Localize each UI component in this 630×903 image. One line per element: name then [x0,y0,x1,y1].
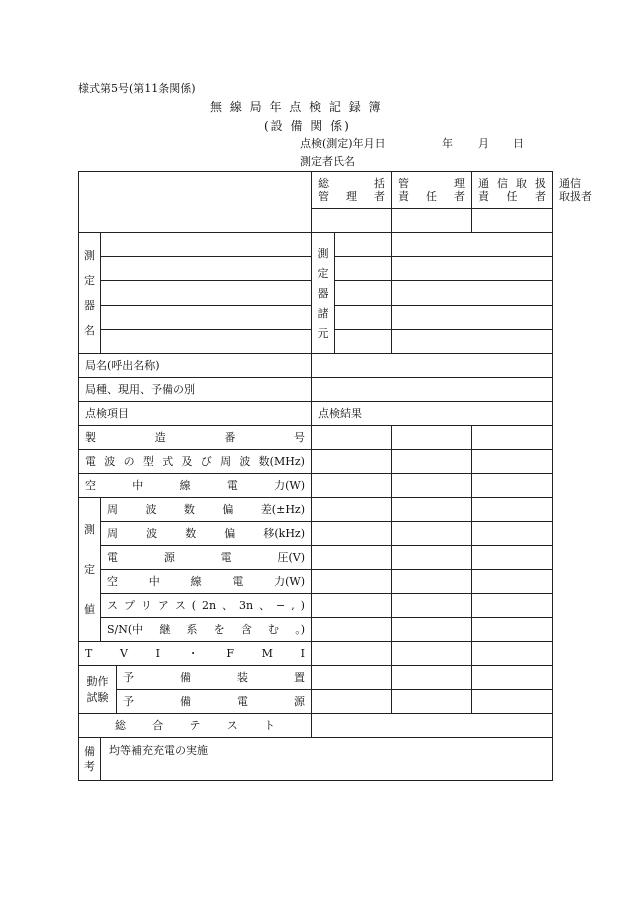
result-cell[interactable] [392,618,472,642]
form-number: 様式第5号(第11条関係) [78,82,196,95]
measurer-label: 測定者氏名 [300,155,355,168]
tvi-fmi-label: T V I ・ F M I [79,642,312,666]
instrument-spec-entry[interactable] [335,306,391,330]
measured-row-label: 空 中 線 電 力(W) [101,570,312,594]
result-cell[interactable] [312,546,392,570]
result-cell[interactable] [312,594,392,618]
result-cell[interactable] [392,690,472,714]
antenna-power-label: 空 中 線 電 力(W) [79,474,312,498]
date-year: 年 [442,137,453,150]
instrument-name-entry[interactable] [101,233,312,257]
instrument-spec-entry[interactable] [335,233,391,257]
role-1-line2: 責 任 者 [398,190,466,203]
measured-row-label: 周 波 数 偏 差(±Hz) [101,498,312,522]
form-title: 無 線 局 年 点 検 記 録 簿 [210,100,383,114]
instrument-spec-label: 測 定 器 諸 元 [317,246,329,340]
result-cell[interactable] [312,618,392,642]
remarks-text[interactable]: 均等補充充電の実施 [101,738,553,781]
instrument-spec-entry[interactable] [392,281,552,305]
role-0-line1: 総 括 [318,177,386,190]
result-cell[interactable] [312,498,392,522]
date-day: 日 [513,137,524,150]
result-cell[interactable] [392,450,472,474]
result-cell[interactable] [392,498,472,522]
role-2-line1: 通 信 取 扱 [478,177,547,190]
measured-row-label: 電 源 電 圧(V) [101,546,312,570]
measured-row-label: S/N(中 継 系 を 含 む 。) [101,618,312,642]
spare-device-label: 予 備 装 置 [117,666,312,690]
instrument-spec-entry[interactable] [392,257,552,281]
measured-row-label: ス プ リ ア ス ( 2n 、 3n 、 − , ) [101,594,312,618]
instrument-spec-entry[interactable] [335,281,391,305]
instrument-spec-entry[interactable] [335,257,391,281]
result-cell[interactable] [392,426,472,450]
role-1-line1: 管 理 [398,177,466,190]
station-type-label: 局種、現用、予備の別 [79,378,312,402]
instrument-name-entry[interactable] [101,281,312,305]
result-cell[interactable] [312,474,392,498]
operation-test-label: 動作 試験 [79,666,117,714]
sign-cell[interactable] [312,209,392,233]
date-label: 点検(測定)年月日 [300,137,386,150]
date-month: 月 [478,137,489,150]
result-cell[interactable] [312,690,392,714]
instrument-name-entry[interactable] [101,257,312,281]
role-0-line2: 管 理 者 [318,190,386,203]
measured-values-label: 測 定 値 [79,498,101,642]
result-cell[interactable] [312,450,392,474]
result-cell[interactable] [472,546,553,570]
result-cell[interactable] [312,522,392,546]
result-cell[interactable] [392,594,472,618]
instrument-name-entry[interactable] [101,329,312,353]
result-cell[interactable] [392,546,472,570]
inspection-form-table [78,171,593,781]
station-name-value[interactable] [312,354,553,378]
result-cell[interactable] [472,426,553,450]
blank-cell [79,172,312,233]
total-test-value[interactable] [312,714,553,738]
instrument-name-entry[interactable] [101,305,312,329]
result-cell[interactable] [472,594,553,618]
sign-cell[interactable] [472,209,553,233]
role-3-line2: 取 扱 者 [559,190,593,203]
result-cell[interactable] [472,570,553,594]
sign-cell[interactable] [392,209,472,233]
instrument-spec-entry[interactable] [392,330,552,353]
result-cell[interactable] [392,522,472,546]
instrument-spec-entry[interactable] [335,330,391,353]
instrument-spec-wide [392,233,553,354]
role-2-line2: 責 任 者 [478,190,547,203]
result-cell[interactable] [312,666,392,690]
role-header-1 [392,172,472,209]
radio-type-label: 電 波 の 型 式 及 び 周 波 数(MHz) [79,450,312,474]
result-cell[interactable] [472,642,553,666]
station-type-value[interactable] [312,378,553,402]
role-header-2 [472,172,553,209]
result-cell[interactable] [392,666,472,690]
total-test-label: 総 合 テ ス ト [79,714,312,738]
result-cell[interactable] [312,426,392,450]
spare-power-label: 予 備 電 源 [117,690,312,714]
result-cell[interactable] [472,498,553,522]
result-cell[interactable] [392,570,472,594]
instrument-spec-entry[interactable] [392,233,552,257]
result-cell[interactable] [472,522,553,546]
instrument-spec-entry[interactable] [392,306,552,330]
result-cell[interactable] [472,618,553,642]
station-name-label: 局名(呼出名称) [79,354,312,378]
result-cell[interactable] [472,666,553,690]
form-subtitle: (設 備 関 係) [264,119,351,133]
serial-no-label: 製 造 番 号 [79,426,312,450]
role-3-line1: 通 信 [559,177,582,190]
check-result-header: 点検結果 [312,402,553,426]
measured-row-label: 周 波 数 偏 移(kHz) [101,522,312,546]
instrument-name-label: 測 定 器 名 [79,233,101,354]
result-cell[interactable] [312,570,392,594]
result-cell[interactable] [472,474,553,498]
result-cell[interactable] [312,642,392,666]
result-cell[interactable] [392,642,472,666]
result-cell[interactable] [472,450,553,474]
result-cell[interactable] [472,690,553,714]
remarks-label: 備 考 [79,738,101,781]
role-header-0 [312,172,392,209]
check-item-header: 点検項目 [79,402,312,426]
result-cell[interactable] [392,474,472,498]
instrument-spec-label-cell [312,233,392,354]
